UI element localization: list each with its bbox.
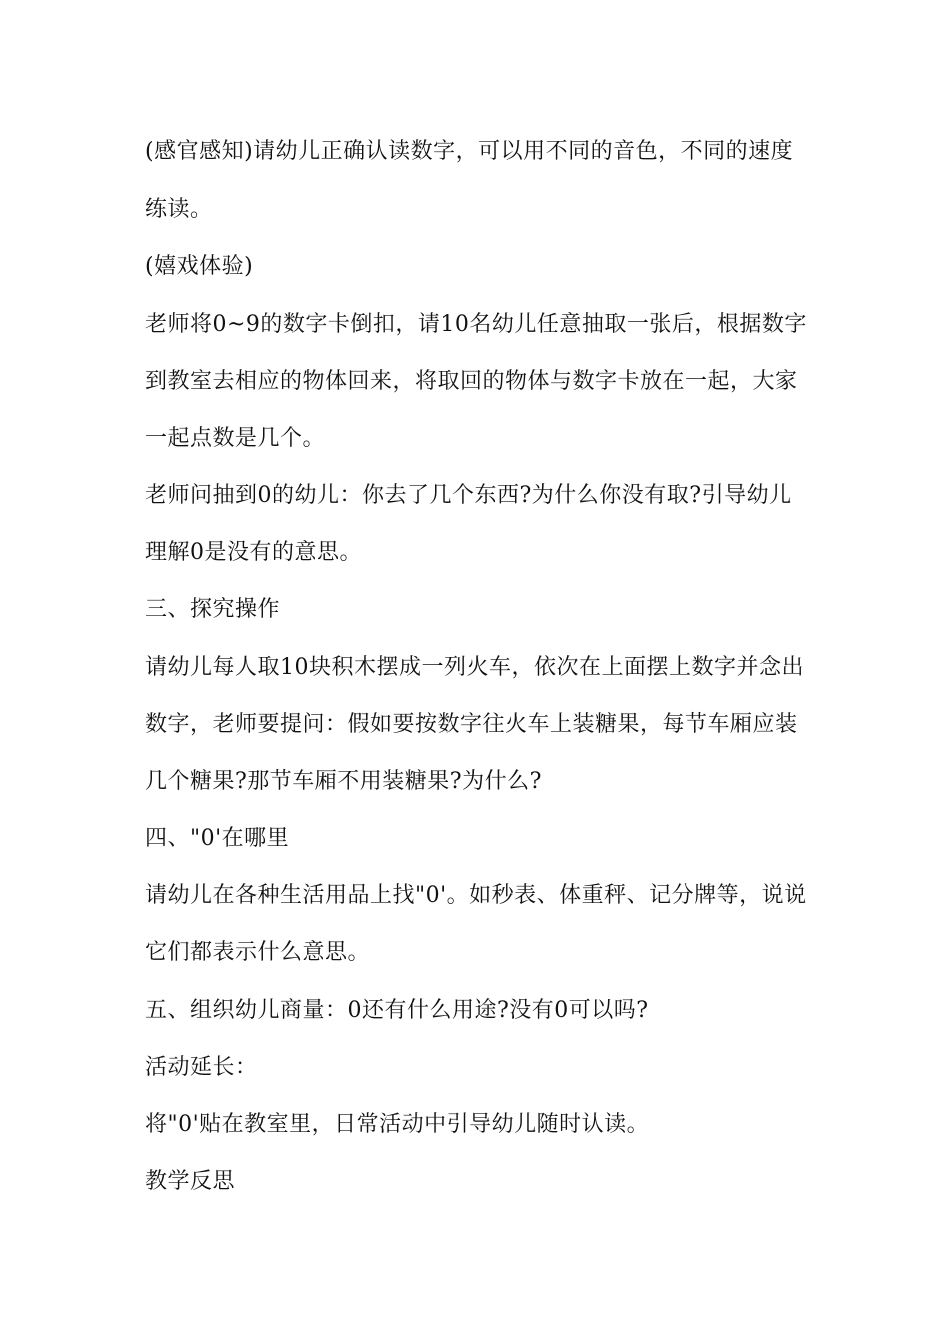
section-heading: 五、组织幼儿商量：0还有什么用途?没有0可以吗? [145, 998, 649, 1023]
text-line: 老师将0~9的数字卡倒扣，请10名幼儿任意抽取一张后，根据数字 [145, 312, 807, 337]
text-line: 它们都表示什么意思。 [145, 940, 371, 965]
text-line: 一起点数是几个。 [145, 426, 326, 451]
section-heading: 教学反思 [145, 1169, 236, 1194]
section-heading: 三、探究操作 [145, 597, 281, 622]
text-line: (感官感知)请幼儿正确认读数字，可以用不同的音色，不同的速度 [145, 139, 794, 164]
text-line: 活动延长： [145, 1055, 258, 1080]
text-line: (嬉戏体验) [145, 254, 254, 279]
text-line: 老师问抽到0的幼儿：你去了几个东西?为什么你没有取?引导幼儿 [145, 483, 792, 508]
text-line: 到教室去相应的物体回来，将取回的物体与数字卡放在一起，大家 [145, 369, 798, 394]
text-line: 理解0是没有的意思。 [145, 540, 362, 565]
text-line: 练读。 [145, 197, 213, 222]
text-line: 将"0'贴在教室里，日常活动中引导幼儿随时认读。 [145, 1112, 650, 1137]
text-line: 几个糖果?那节车厢不用装糖果?为什么? [145, 769, 542, 794]
section-heading: 四、"0'在哪里 [145, 826, 290, 851]
text-line: 数字，老师要提问：假如要按数字往火车上装糖果，每节车厢应装 [145, 712, 798, 737]
text-line: 请幼儿每人取10块积木摆成一列火车，依次在上面摆上数字并念出 [145, 655, 804, 680]
text-line: 请幼儿在各种生活用品上找"0'。如秒表、体重秤、记分牌等，说说 [145, 883, 807, 908]
